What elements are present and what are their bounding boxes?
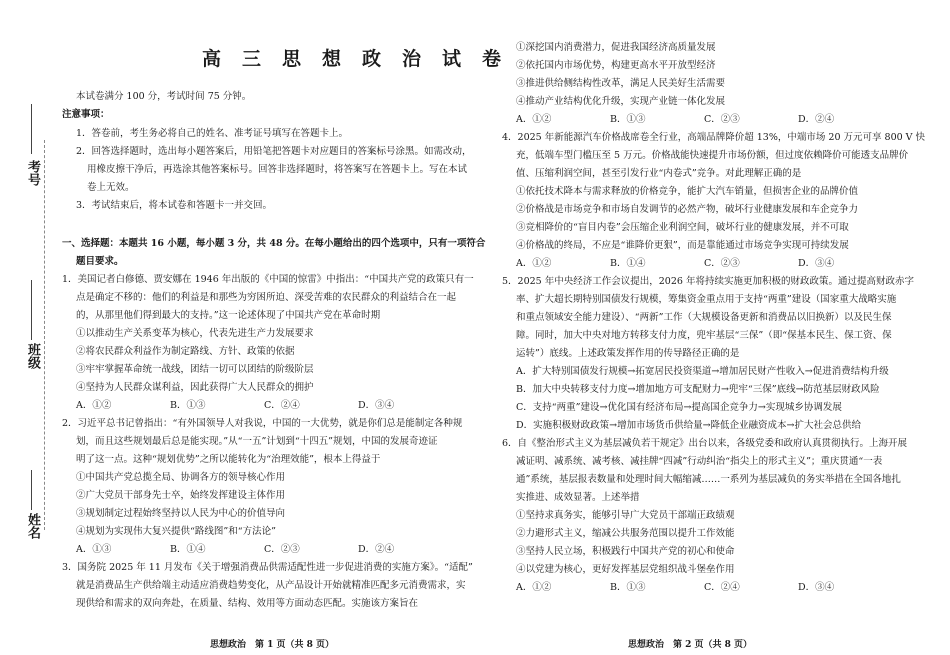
q5-stem: 运转”）底线。上述政策发挥作用的传导路径正确的是 bbox=[516, 348, 740, 359]
notice-line: 用橡皮擦干净后，再选涂其他答案标号。回答非选择题时，将答案写在答题卡上。写在本试 bbox=[87, 164, 468, 175]
q2-statement: ③规划制定过程始终坚持以人民为中心的价值导向 bbox=[76, 508, 286, 519]
option-a[interactable]: A．①② bbox=[516, 258, 552, 269]
option-c[interactable]: C．②④ bbox=[704, 582, 740, 593]
q6-statement: ①坚持求真务实，能够引导广大党员干部端正政绩观 bbox=[516, 510, 735, 521]
option-b[interactable]: B．①③ bbox=[610, 114, 646, 125]
option-a[interactable]: A．①② bbox=[76, 400, 112, 411]
option-b[interactable]: B．①④ bbox=[170, 544, 206, 555]
q2-stem: 划，而且这些规划最后总是能实现。”从“一五”计划到“十四五”规划，中国的发展奇迹证 bbox=[76, 436, 438, 447]
q6-stem: 实推进、成效显著。上述举措 bbox=[516, 492, 640, 503]
q1-stem: 的，从那里他们得到最大的支持。”这一论述体现了中国共产党在革命时期 bbox=[76, 310, 381, 321]
q5-stem: 5．2025 年中央经济工作会议提出，2026 年将持续实施更加积极的财政政策。通过提高财政赤字 bbox=[502, 276, 914, 287]
binding-dashed-line bbox=[44, 140, 46, 530]
q3-stem: 3．国务院 2025 年 11 月发布《关于增强消费品供需适配性进一步促进消费的实施方案》。“适配” bbox=[62, 562, 473, 573]
q1-statement: ④坚持为人民群众谋利益，因此获得广大人民群众的拥护 bbox=[76, 382, 314, 393]
q6-statement: ④以党建为核心，更好发挥基层党组织战斗堡垒作用 bbox=[516, 564, 735, 575]
q3-statement: ①深挖国内消费潜力，促进我国经济高质量发展 bbox=[516, 42, 716, 53]
q1-statement: ①以推动生产关系变革为核心，代表先进生产力发展要求 bbox=[76, 328, 314, 339]
q1-statement: ②将农民群众利益作为制定路线、方针、政策的依据 bbox=[76, 346, 295, 357]
q3-statement: ③推进供给侧结构性改革，满足人民美好生活需要 bbox=[516, 78, 726, 89]
q2-stem: 明了这一点。这种“规划优势”之所以能转化为“治理效能”，根本上得益于 bbox=[76, 454, 381, 465]
option-d[interactable]: D．③④ bbox=[358, 400, 395, 411]
q6-stem: 6．自《整治形式主义为基层减负若干规定》出台以来，各级党委和政府认真贯彻执行。上海开展 bbox=[502, 438, 908, 449]
q2-stem: 2．习近平总书记曾指出：“有外国领导人对我说，中国的一大优势，就是你们总是能制定各种规 bbox=[62, 418, 463, 429]
q5-option-a[interactable]: A．扩大特别国债发行规模→拓宽居民投资渠道→增加居民财产性收入→促进消费结构升级 bbox=[516, 366, 889, 377]
class-label: 班级 bbox=[25, 343, 40, 369]
option-c[interactable]: C．②③ bbox=[264, 544, 300, 555]
q5-option-b[interactable]: B．加大中央转移支付力度→增加地方可支配财力→兜牢“三保”底线→防范基层财政风险 bbox=[516, 384, 880, 395]
q2-statement: ②广大党员干部身先士卒，始终发挥建设主体作用 bbox=[76, 490, 286, 501]
option-b[interactable]: B．①④ bbox=[610, 258, 646, 269]
option-d[interactable]: D．③④ bbox=[798, 582, 835, 593]
name-blank[interactable] bbox=[31, 470, 33, 510]
q6-statement: ③坚持人民立场，积极践行中国共产党的初心和使命 bbox=[516, 546, 735, 557]
class-blank[interactable] bbox=[31, 280, 33, 340]
q2-statement: ④规划为实现伟大复兴提供“路线图”和“方法论” bbox=[76, 526, 276, 537]
exam-no-blank[interactable] bbox=[31, 104, 33, 154]
notice-line: 3．考试结束后，将本试卷和答题卡一并交回。 bbox=[76, 200, 273, 211]
notice-heading: 注意事项： bbox=[62, 109, 110, 120]
option-a[interactable]: A．①③ bbox=[76, 544, 112, 555]
section-heading: 题目要求。 bbox=[76, 256, 124, 267]
exam-no-label: 考号 bbox=[25, 160, 40, 186]
page-footer: 思想政治 第 2 页（共 8 页） bbox=[628, 640, 753, 650]
option-c[interactable]: C．②④ bbox=[264, 400, 300, 411]
q3-statement: ④推动产业结构优化升级，实现产业链一体化发展 bbox=[516, 96, 726, 107]
option-b[interactable]: B．①③ bbox=[170, 400, 206, 411]
exam-title: 高三思想政治试卷 bbox=[202, 48, 523, 70]
q4-stem: 值、压缩利润空间，甚至引发行业“内卷式”竞争。对此理解正确的是 bbox=[516, 168, 802, 179]
page-footer: 思想政治 第 1 页（共 8 页） bbox=[210, 640, 335, 650]
option-a[interactable]: A．①② bbox=[516, 114, 552, 125]
q6-statement: ②力避形式主义，缩减公共服务范围以提升工作效能 bbox=[516, 528, 735, 539]
option-a[interactable]: A．①② bbox=[516, 582, 552, 593]
q5-option-d[interactable]: D．实施积极财政政策→增加市场货币供给量→降低企业融资成本→扩大社会总供给 bbox=[516, 420, 861, 431]
option-c[interactable]: C．②③ bbox=[704, 114, 740, 125]
q1-stem: 1．美国记者白修德、贾安娜在 1946 年出版的《中国的惊雷》中指出：“中国共产党的政策只有一 bbox=[62, 274, 474, 285]
notice-line: 卷上无效。 bbox=[87, 182, 135, 193]
option-d[interactable]: D．②④ bbox=[358, 544, 395, 555]
q4-statement: ④价格战的终局，不应是“谁降价更狠”，而是靠能通过市场竞争实现可持续发展 bbox=[516, 240, 849, 251]
q4-stem: 4．2025 年新能源汽车价格战席卷全行业，高端品牌降价超 13%，中端市场 20 万元可享 800 V 快 bbox=[502, 132, 926, 143]
binding-sidebar bbox=[0, 0, 60, 655]
q5-stem: 和重点领域安全能力建设）、“两新”工作（大规模设备更新和消费品以旧换新）以及民生保 bbox=[516, 312, 892, 323]
q2-statement: ①中国共产党总揽全局、协调各方的领导核心作用 bbox=[76, 472, 286, 483]
q1-stem: 点是确定不移的：他们的利益是和那些为穷困所迫、深受苦难的农民群众的利益结合在一起 bbox=[76, 292, 457, 303]
q4-statement: ①依托技术降本与需求释放的价格竞争，能扩大汽车销量，但损害企业的品牌价值 bbox=[516, 186, 859, 197]
notice-line: 2．回答选择题时，选出每小题答案后，用铅笔把答题卡对应题目的答案标号涂黑。如需改动， bbox=[76, 146, 472, 157]
notice-line: 1．答卷前，考生务必将自己的姓名、准考证号填写在答题卡上。 bbox=[76, 128, 349, 139]
q5-stem: 障。同时，加大中央对地方转移支付力度，兜牢基层“三保”（即“保基本民生、保工资、保 bbox=[516, 330, 892, 341]
q5-option-c[interactable]: C．支持“两重”建设→优化国有经济布局→提高国企竞争力→实现城乡协调发展 bbox=[516, 402, 842, 413]
option-c[interactable]: C．②③ bbox=[704, 258, 740, 269]
name-label: 姓名 bbox=[25, 513, 40, 539]
q1-statement: ③牢牢掌握革命统一战线，团结一切可以团结的阶级阶层 bbox=[76, 364, 314, 375]
q5-stem: 率、扩大超长期特别国债发行规模，筹集资金重点用于支持“两重”建设（国家重大战略实施 bbox=[516, 294, 897, 305]
exam-meta: 本试卷满分 100 分，考试时间 75 分钟。 bbox=[76, 91, 252, 102]
option-d[interactable]: D．②④ bbox=[798, 114, 835, 125]
q3-stem: 就是消费品生产供给端主动适应消费趋势变化，从产品设计开始就精准匹配多元消费需求，实 bbox=[76, 580, 466, 591]
q4-stem: 充，低端车型门槛压至 5 万元。价格战能快速提升市场份额，但过度依赖降价可能透支品牌价 bbox=[516, 150, 909, 161]
option-b[interactable]: B．①③ bbox=[610, 582, 646, 593]
q6-stem: 减证明、减系统、减考核、减挂牌“四减”行动纠治“指尖上的形式主义”；重庆贯通“一表 bbox=[516, 456, 883, 467]
q3-statement: ②依托国内市场优势，构建更高水平开放型经济 bbox=[516, 60, 716, 71]
section-heading: 一、选择题：本题共 16 小题，每小题 3 分，共 48 分。在每小题给出的四个选项中，只有一项符合 bbox=[62, 238, 486, 249]
q4-statement: ③竞相降价的“盲目内卷”会压缩企业利润空间，破坏行业的健康发展，并不可取 bbox=[516, 222, 849, 233]
option-d[interactable]: D．③④ bbox=[798, 258, 835, 269]
q3-stem: 现供给和需求的双向奔赴，在质量、结构、效用等方面动态匹配。实施该方案旨在 bbox=[76, 598, 419, 609]
q6-stem: 通”系统，基层报表数量和处理时间大幅缩减……一系列为基层减负的务实举措在全国各地扎 bbox=[516, 474, 901, 485]
q4-statement: ②价格战是市场竞争和市场自发调节的必然产物，破坏行业健康发展和车企竞争力 bbox=[516, 204, 859, 215]
